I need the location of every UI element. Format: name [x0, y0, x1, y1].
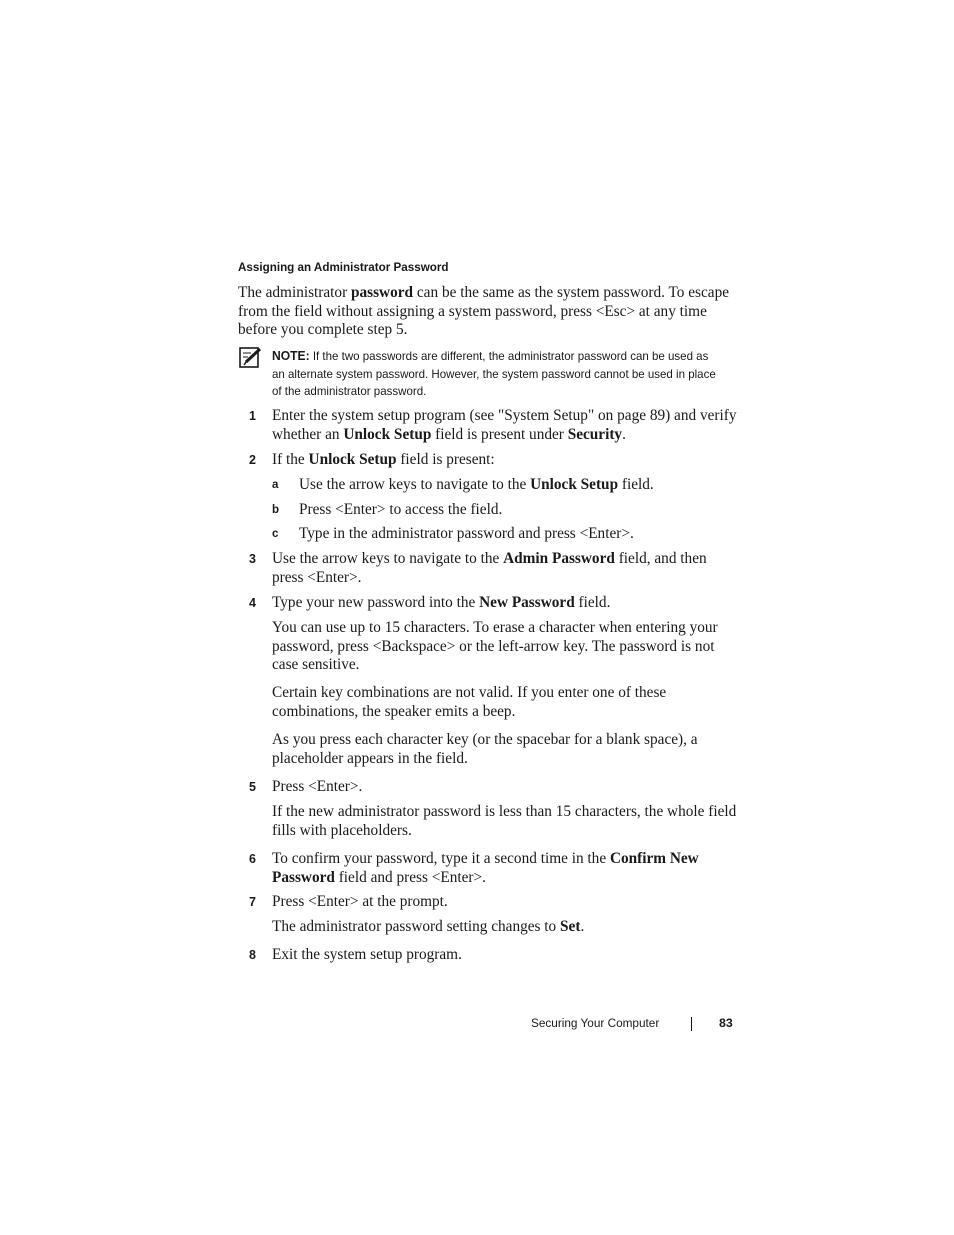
note-label: NOTE: [272, 349, 310, 363]
step-number-2: 2 [249, 453, 256, 467]
footer-divider [691, 1017, 692, 1031]
step-7-paragraph-1 [272, 918, 738, 937]
step-4-text-a: Type your new password into the [272, 594, 480, 611]
section-heading: Assigning an Administrator Password [238, 260, 449, 274]
step-6-text-b: field and press <Enter>. [334, 868, 486, 886]
step-3-bold-admin-password: Admin Password [503, 550, 615, 567]
step-number-8: 8 [249, 948, 256, 962]
step-2-bold-unlock-setup: Unlock Setup [308, 451, 397, 468]
step-number-6: 6 [249, 852, 256, 866]
step-2-text-a: If the [272, 451, 309, 468]
step-2-text [272, 451, 738, 470]
step-2-text-b: field is present: [396, 451, 495, 468]
substep-letter-a: a [272, 479, 279, 491]
step-1-bold-security: Security [567, 425, 623, 443]
substep-b-text: Press <Enter> to access the field. [299, 501, 503, 518]
step-5-paragraph-1: If the new administrator password is less than 15 characters, the whole field fills with placeholders. [272, 803, 737, 839]
step-3-text-a: Use the arrow keys to navigate to the [272, 550, 504, 567]
step-4-text [272, 594, 738, 613]
intro-paragraph [238, 284, 736, 340]
step-7-paragraph-text-b: . [580, 918, 585, 935]
step-4-text-b: field. [574, 594, 611, 611]
footer-page-number: 83 [719, 1016, 733, 1030]
step-number-7: 7 [249, 895, 256, 909]
intro-text-2: can be the same as the system password. To escape from the field without assigning a system password, press <Esc> at any time before you complete step 5. [238, 284, 730, 339]
step-number-5: 5 [249, 780, 256, 794]
substep-c-text: Type in the administrator password and press <Enter>. [299, 525, 634, 542]
step-number-4: 4 [249, 596, 256, 610]
step-6-bold-confirm-new-password: Confirm New Password [272, 850, 699, 886]
footer-chapter-title: Securing Your Computer [531, 1016, 660, 1030]
step-1-text-a: Enter the system setup program (see "System Setup" on page 89) and verify whether an [272, 407, 737, 443]
substep-a-text [299, 476, 739, 495]
step-4-bold-new-password: New Password [479, 594, 575, 611]
substep-a-bold-unlock-setup: Unlock Setup [530, 476, 619, 493]
step-4-paragraph-2: Certain key combinations are not valid. If you enter one of these combinations, the speaker emits a beep. [272, 684, 667, 720]
substep-a-text-b: field. [618, 476, 654, 493]
substep-a-text-a: Use the arrow keys to navigate to the [299, 476, 531, 493]
substep-letter-c: c [272, 528, 279, 540]
step-3-text [272, 550, 738, 587]
step-1-text-b: field is present under [431, 425, 568, 443]
step-7-bold-set: Set [560, 918, 581, 935]
step-4-paragraph-3: As you press each character key (or the spacebar for a blank space), a placeholder appears in the field. [272, 731, 698, 767]
step-4-paragraph-1: You can use up to 15 characters. To erase a character when entering your password, press <Backspace> or the left-arrow key. The password is not case sensitive. [272, 619, 718, 674]
step-7-paragraph-text-a: The administrator password setting changes to [272, 918, 561, 935]
step-number-3: 3 [249, 552, 256, 566]
step-number-1: 1 [249, 409, 256, 423]
intro-bold-password: password [351, 284, 414, 301]
substep-letter-b: b [272, 504, 280, 516]
note-pencil-icon [239, 347, 263, 369]
step-1-text-c: . [622, 425, 626, 443]
step-1-bold-unlock-setup: Unlock Setup [343, 425, 432, 443]
step-1-text [272, 407, 738, 444]
step-7-text: Press <Enter> at the prompt. [272, 893, 448, 910]
step-6-text-a: To confirm your password, type it a second time in the [272, 850, 610, 867]
step-3-text-b: field, and then press <Enter>. [272, 550, 707, 586]
intro-text: The administrator [238, 284, 351, 301]
step-6-text [272, 850, 738, 887]
note-block [272, 348, 723, 401]
step-5-text: Press <Enter>. [272, 778, 363, 795]
step-8-text: Exit the system setup program. [272, 946, 462, 963]
note-text: If the two passwords are different, the administrator password can be used as an alternate system password. However, the system password cannot be used in place of the administrator password. [272, 349, 716, 399]
